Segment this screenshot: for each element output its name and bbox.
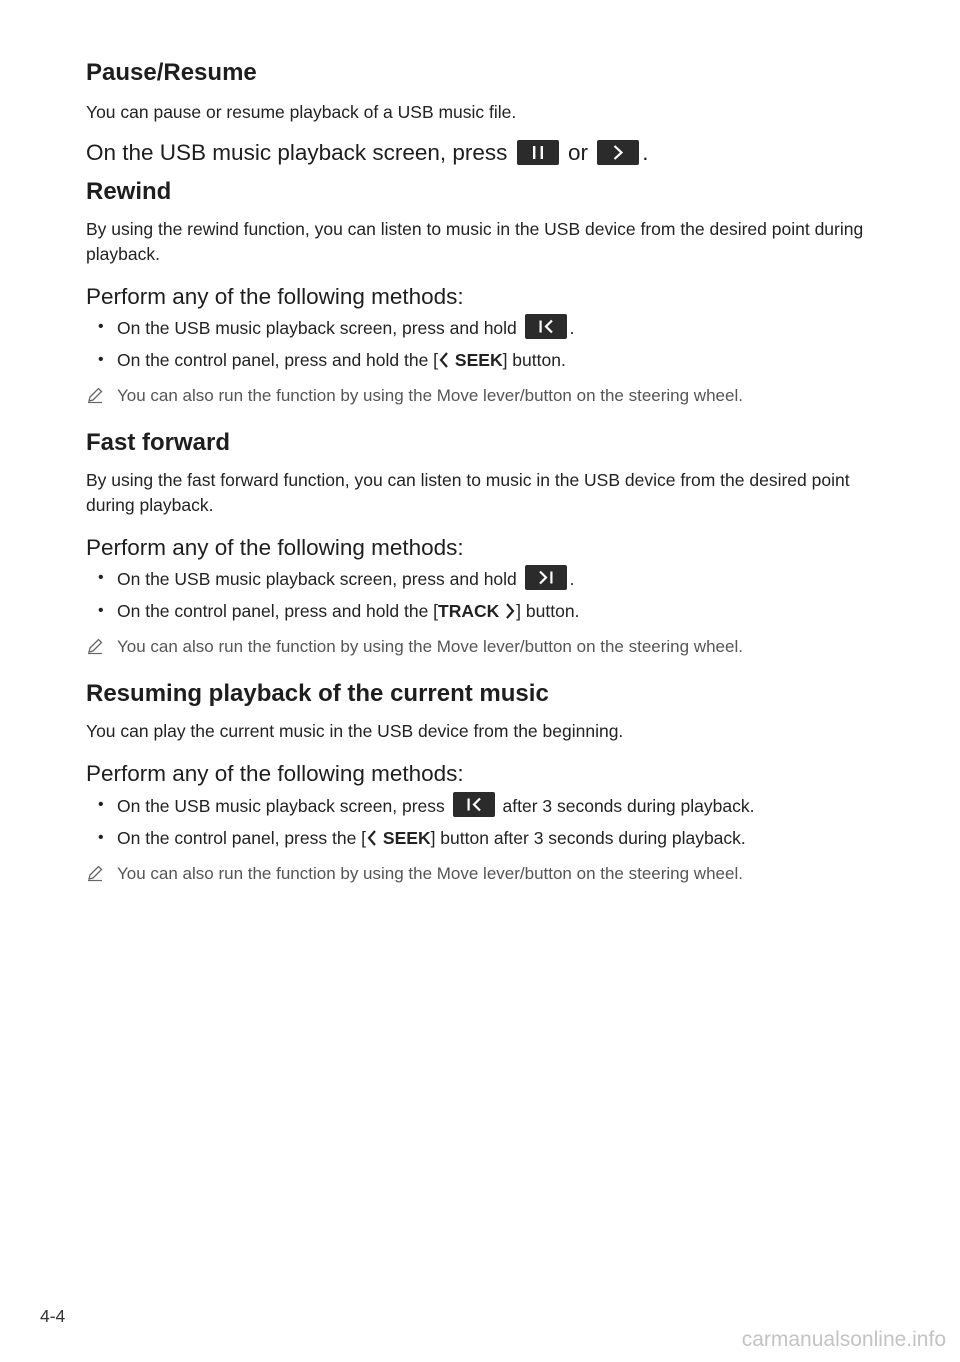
list-item-text: On the control panel, press and hold the [ (117, 350, 439, 371)
chevron-left-icon (438, 351, 450, 369)
note-text: You can also run the function by using the Move lever/button on the steering wheel. (117, 863, 743, 883)
skip-previous-icon (453, 792, 495, 817)
play-icon (597, 140, 639, 165)
list-item-text: On the USB music playback screen, press and hold (117, 569, 522, 590)
list-item (86, 347, 886, 373)
instruction-line (86, 139, 886, 167)
page-content (86, 58, 886, 886)
methods-title: Perform any of the following methods: (86, 535, 464, 561)
list-item (86, 314, 886, 341)
list-item-text: ] button. (502, 350, 566, 371)
section-body: By using the rewind function, you can listen to music in the USB device from the desired point during playback. (86, 219, 864, 265)
list-item (86, 792, 886, 819)
instruction-text: On the USB music playback screen, press (86, 140, 514, 165)
methods-title: Perform any of the following methods: (86, 284, 464, 310)
section-heading: Pause/Resume (86, 59, 257, 86)
skip-next-icon (525, 565, 567, 590)
section-resuming-playback (86, 679, 886, 885)
pencil-icon (86, 637, 104, 655)
watermark: carmanualsonline.info (741, 1328, 946, 1351)
list-item-text: On the control panel, press and hold the [ (117, 601, 439, 622)
methods-title: Perform any of the following methods: (86, 761, 464, 787)
section-heading: Rewind (86, 178, 172, 206)
note (86, 861, 886, 886)
chevron-left-icon (366, 829, 378, 847)
seek-key-label: SEEK (382, 827, 431, 848)
note-text: You can also run the function by using the Move lever/button on the steering wheel. (117, 386, 743, 406)
methods-list (86, 565, 886, 624)
section-body: By using the fast forward function, you can listen to music in the USB device from the desired point during playback. (86, 470, 850, 516)
pause-icon (517, 140, 559, 165)
page-number: 4-4 (40, 1306, 66, 1326)
list-item (86, 565, 886, 592)
note (86, 634, 886, 659)
skip-previous-icon (525, 314, 567, 339)
list-item-text: On the control panel, press the [ (117, 827, 367, 848)
section-pause-resume (86, 58, 886, 167)
section-body: You can pause or resume playback of a USB music file. (86, 102, 517, 122)
note (86, 383, 886, 408)
pencil-icon (86, 864, 104, 882)
methods-list (86, 792, 886, 851)
instruction-text: . (642, 140, 649, 165)
list-item-text: ] button after 3 seconds during playback. (430, 827, 746, 848)
section-rewind (86, 177, 886, 408)
section-heading: Fast forward (86, 429, 231, 457)
pencil-icon (86, 386, 104, 404)
list-item (86, 825, 886, 851)
track-key-label: TRACK (438, 601, 500, 622)
section-fast-forward (86, 428, 886, 659)
seek-key-label: SEEK (454, 350, 503, 371)
list-item-text: ] button. (516, 601, 580, 622)
list-item-text: . (569, 569, 575, 590)
list-item-text: On the USB music playback screen, press (117, 795, 450, 816)
instruction-text: or (561, 140, 595, 165)
methods-list (86, 314, 886, 373)
chevron-right-icon (504, 602, 516, 620)
list-item-text: . (569, 318, 575, 339)
list-item-text: On the USB music playback screen, press and hold (117, 318, 522, 339)
list-item (86, 598, 886, 624)
section-body: You can play the current music in the USB device from the beginning. (86, 721, 624, 742)
section-heading: Resuming playback of the current music (86, 680, 549, 708)
list-item-text: after 3 seconds during playback. (497, 795, 755, 816)
note-text: You can also run the function by using the Move lever/button on the steering wheel. (117, 637, 743, 657)
